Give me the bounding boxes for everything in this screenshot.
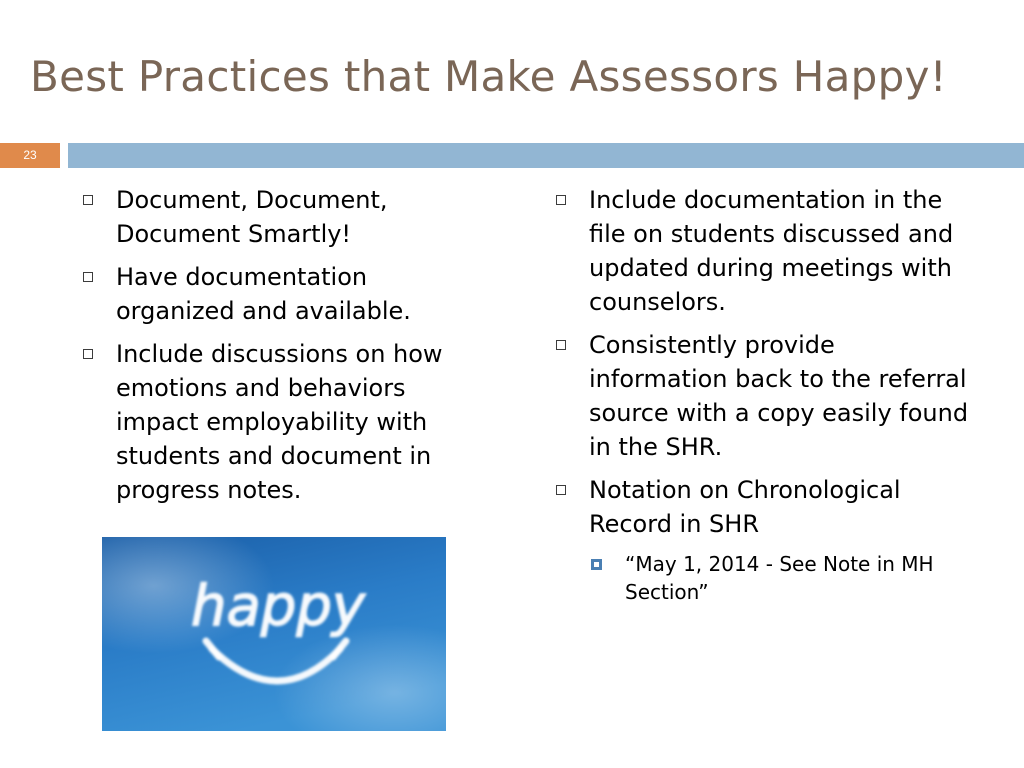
bullet-item xyxy=(80,337,490,507)
bullet-item xyxy=(553,328,973,464)
happy-sky-illustration xyxy=(102,537,446,731)
bullet-text: Document, Document, Document Smartly! xyxy=(116,186,388,248)
bullet-item xyxy=(553,473,973,541)
sub-bullet-text: “May 1, 2014 - See Note in MH Section” xyxy=(625,552,934,604)
bullet-item xyxy=(80,260,490,328)
bullet-text: Include documentation in the file on students discussed and updated during meetings with counselors. xyxy=(589,186,954,316)
right-column xyxy=(553,183,973,606)
happy-sky-image xyxy=(102,537,446,731)
square-bullet-icon xyxy=(556,195,566,205)
header-band xyxy=(68,143,1024,168)
bullet-item xyxy=(80,183,490,251)
bullet-text: Include discussions on how emotions and behaviors impact employability with students and document in progress notes. xyxy=(116,340,443,504)
slide-number: 23 xyxy=(23,148,37,162)
bullet-text: Have documentation organized and available. xyxy=(116,263,411,325)
square-bullet-icon xyxy=(556,485,566,495)
sub-bullet-item xyxy=(589,550,973,606)
left-column xyxy=(80,183,490,516)
filled-square-bullet-icon xyxy=(591,559,602,570)
slide-title: Best Practices that Make Assessors Happy! xyxy=(30,52,947,101)
bullet-item xyxy=(553,183,973,319)
square-bullet-icon xyxy=(83,349,93,359)
happy-word: happy xyxy=(190,574,366,639)
square-bullet-icon xyxy=(83,272,93,282)
bullet-text: Notation on Chronological Record in SHR xyxy=(589,476,901,538)
square-bullet-icon xyxy=(556,340,566,350)
square-bullet-icon xyxy=(83,195,93,205)
bullet-text: Consistently provide information back to the referral source with a copy easily found in the SHR. xyxy=(589,331,969,461)
